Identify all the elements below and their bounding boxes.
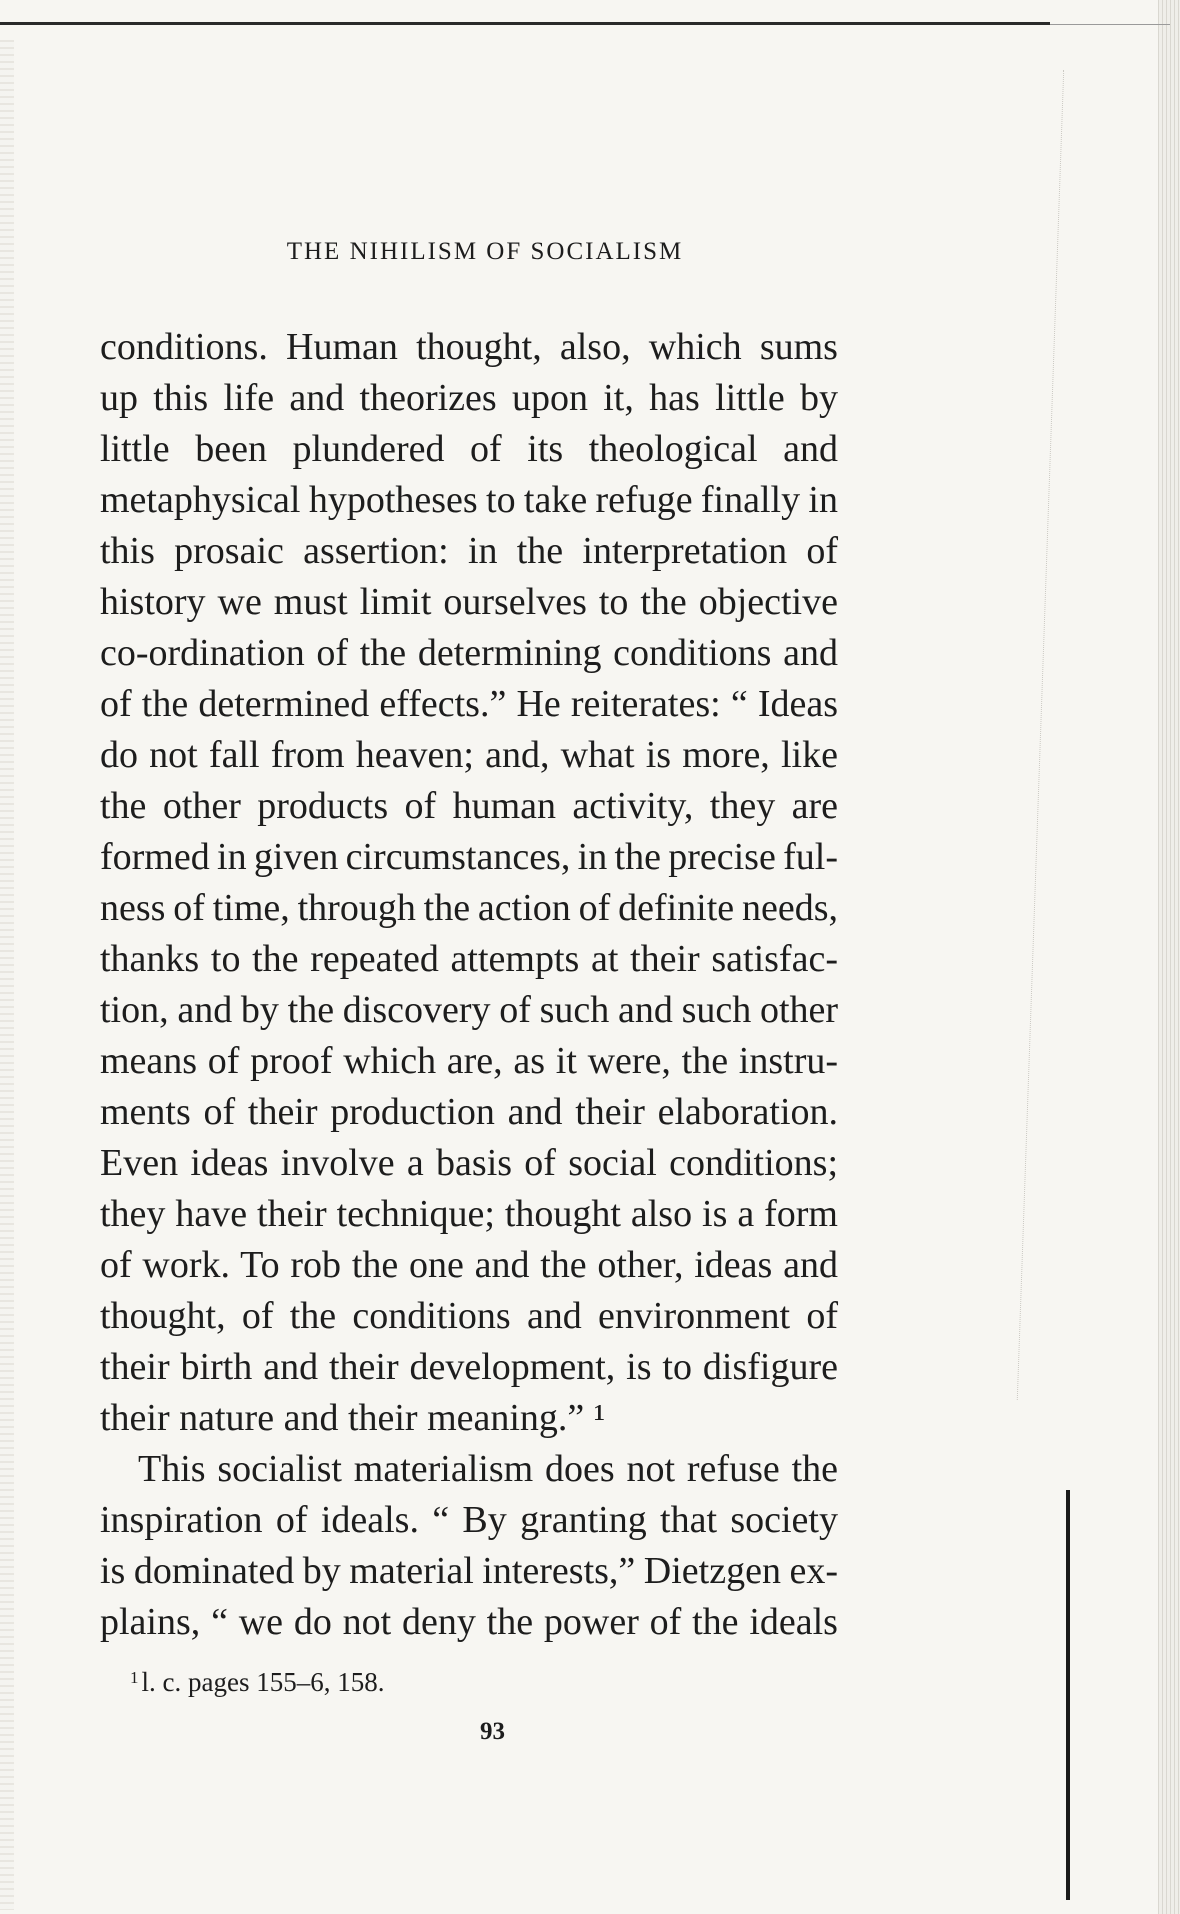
text-line: this prosaic assertion: in the interpretation of — [100, 530, 838, 572]
scan-right-edge — [1158, 0, 1180, 1914]
text-line: plains, “ we do not deny the power of the ideals — [100, 1601, 838, 1643]
top-rule-faint — [1050, 24, 1170, 25]
text-line: history we must limit ourselves to the objective — [100, 581, 838, 623]
text-line: co-ordination of the determining conditions and — [100, 632, 839, 674]
text-line: do not fall from heaven; and, what is more, like — [100, 734, 838, 776]
margin-mark-faint — [1017, 70, 1124, 1400]
text-line: thanks to the repeated attempts at their satisfac- — [100, 938, 838, 980]
scan-left-gutter — [0, 40, 14, 1910]
text-line: little been plundered of its theological and — [100, 428, 839, 470]
text-line: of the determined effects.” He reiterates: “ Ideas — [100, 683, 838, 725]
text-line: conditions. Human thought, also, which sums — [100, 326, 838, 368]
text-line: This socialist materialism does not refuse the — [138, 1448, 838, 1490]
text-line: of work. To rob the one and the other, ideas and — [100, 1244, 838, 1286]
text-line: they have their technique; thought also is a form — [100, 1193, 838, 1235]
text-line: ments of their production and their elaboration. — [100, 1091, 839, 1133]
text-line: their birth and their development, is to disfigure — [100, 1346, 838, 1388]
page-number: 93 — [480, 1718, 505, 1745]
footnote — [130, 1667, 384, 1698]
text-line: the other products of human activity, they are — [100, 785, 838, 827]
text-line: up this life and theorizes upon it, has little by — [100, 377, 839, 419]
body-text — [100, 322, 1000, 1648]
text-line: means of proof which are, as it were, the instru- — [100, 1040, 839, 1082]
text-line: inspiration of ideals. “ By granting that society — [100, 1499, 838, 1541]
text-line: their nature and their meaning.” ¹ — [100, 1397, 606, 1439]
running-head: THE NIHILISM OF SOCIALISM — [286, 238, 684, 265]
text-line: thought, of the conditions and environment of — [100, 1295, 838, 1337]
book-page — [100, 0, 1000, 1914]
text-line: tion, and by the discovery of such and such other — [100, 989, 839, 1031]
text-line: metaphysical hypotheses to take refuge finally in — [100, 479, 838, 521]
margin-mark-bracket — [1066, 1490, 1070, 1900]
text-line: formed in given circumstances, in the precise ful- — [100, 836, 838, 878]
footnote-marker: 1 — [130, 1668, 139, 1687]
text-line: Even ideas involve a basis of social conditions; — [100, 1142, 838, 1184]
text-line: ness of time, through the action of definite needs, — [100, 887, 838, 929]
footnote-text: l. c. pages 155–6, 158. — [141, 1667, 385, 1697]
text-line: is dominated by material interests,” Dietzgen ex- — [100, 1550, 838, 1592]
